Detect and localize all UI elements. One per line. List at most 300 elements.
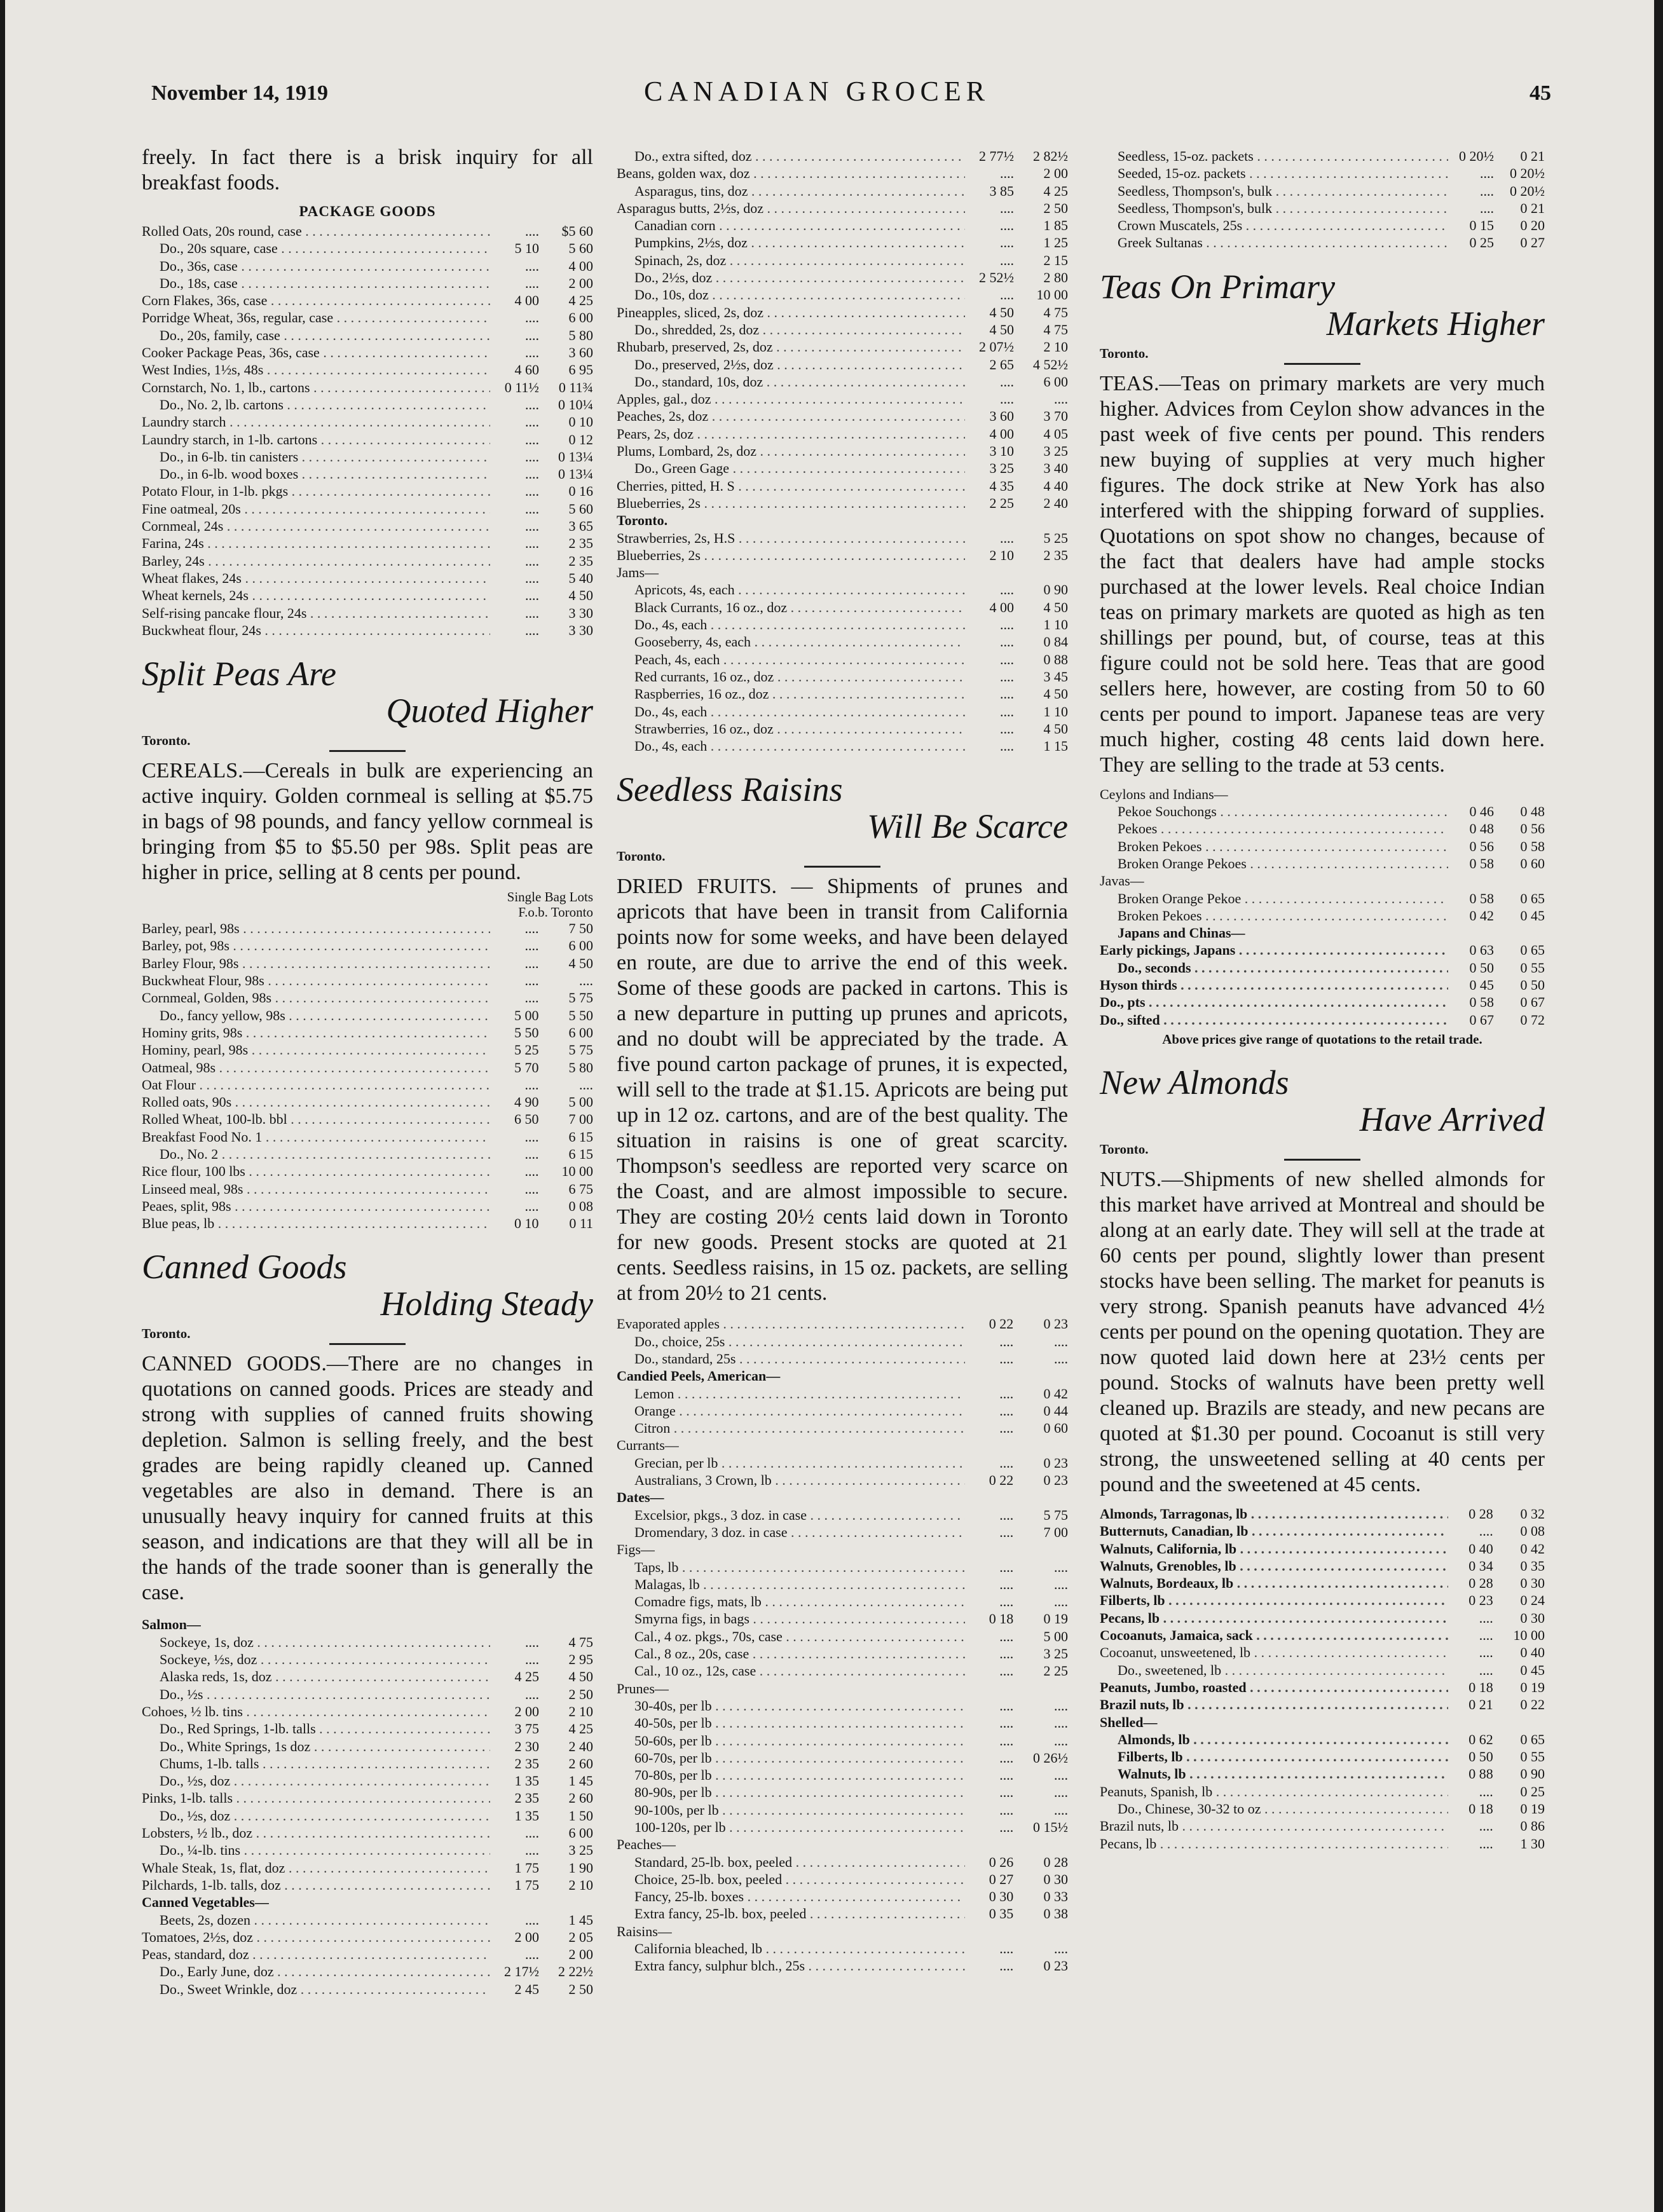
item-name: Salmon— [142,1616,201,1633]
price-low: 0 18 [1468,1800,1493,1817]
item-name: Peaches, 2s, doz . . . [617,407,965,425]
item-name: Strawberries, 2s, H.S . . . [617,529,965,547]
price-low: 3 10 [989,443,1014,460]
price-low: .... [524,535,539,552]
item-name: Brazil nuts, lb . . . [1100,1817,1448,1834]
item-name: Early pickings, Japans . . . [1100,941,1448,959]
item-name: Currants— [617,1437,679,1454]
price-high: 0 20½ [1510,165,1545,182]
table-row [142,1946,593,1963]
price-low: .... [525,1825,539,1841]
headline-line-2: Have Arrived [1359,1100,1545,1138]
table-row [1100,1609,1545,1627]
table-row [617,1680,1068,1697]
price-high: 7 00 [568,1111,593,1128]
item-name: Citron . . . [617,1419,965,1437]
price-high: 1 15 [1043,738,1068,754]
item-name: Cal., 4 oz. pkgs., 70s, case . . . [617,1628,965,1645]
article-body: TEAS.—Teas on primary markets are very much higher. Advices from Ceylon show advances in the past week of five cents per pound. This renders new buying of supplies at very much higher figures. The dock strike at New York has also interfered with the shipping forward of supplies. Quotations on spot show no changes, because of the fact that dealers have had ample stocks purchased at the lower levels. Real choice Indian teas on primary markets are quoted as high as ten shillings per pound, but, of course, teas at this figure could not be sold here. Teas that are good sellers here, however, are costing from 50 to 60 cents per pound to import. Japanese teas are very much higher, costing 48 cents laid down here. They are selling to the trade at 53 cents. [1100,371,1545,777]
item-name: Malagas, lb . . . [617,1576,965,1593]
price-high: 0 88 [1043,651,1068,667]
price-low: .... [1000,703,1014,720]
price-low: 0 50 [1468,1749,1493,1765]
headline-almonds [1100,1064,1545,1138]
item-name: Australians, 3 Crown, lb . . . [617,1471,965,1489]
table-row [617,1471,1068,1489]
price-low: .... [524,1163,539,1180]
item-name: Filberts, lb . . . [1100,1592,1448,1609]
item-name: Javas— [1100,873,1144,889]
price-high: .... [1054,1333,1068,1349]
price-low: .... [524,448,539,465]
price-low: .... [999,1385,1014,1402]
price-low: .... [999,1402,1014,1419]
table-row [617,147,1068,165]
price-low: .... [999,1941,1014,1957]
item-name: Do., 4s, each . . . [617,616,965,633]
table-row [142,552,593,570]
item-name: Broken Orange Pekoe . . . [1100,890,1448,907]
price-low: 1 35 [514,1773,539,1789]
table-row [142,1163,593,1180]
price-high [1499,924,1545,941]
item-name: California bleached, lb . . . [617,1940,965,1957]
table-row [142,1876,593,1894]
price-high: 6 00 [1043,373,1068,390]
headline-seedless-raisins [617,771,1068,845]
table-row [617,1628,1068,1645]
price-high [1018,1923,1068,1940]
table-row [142,1772,593,1789]
item-name: Black Currants, 16 oz., doz . . . [617,599,965,616]
item-name: Peas, standard, doz . . . [142,1946,490,1963]
table-row [142,622,593,639]
price-low: .... [1000,668,1014,685]
item-name: Lobsters, ½ lb., doz . . . [142,1824,490,1841]
price-low [965,564,1019,581]
item-name: Do., 4s, each . . . [617,737,965,754]
price-high: 3 65 [568,518,593,535]
table-row [142,275,593,292]
headline-line-1: Canned Goods [142,1248,347,1287]
price-high: 0 20½ [1510,182,1545,199]
price-low: .... [999,1594,1014,1610]
price-low: 3 85 [989,182,1014,199]
item-name: Barley, 24s . . . [142,552,490,570]
table-row [142,920,593,937]
dateline: Toronto. [142,1326,191,1342]
price-high: 6 15 [568,1128,593,1145]
article-body: DRIED FRUITS. — Shipments of prunes and apricots that have been in transit from California points now for some weeks, and have been delayed en route, are due to arrive the end of this week. Some of these goods are packed in cartons. This is a new departure in putting up prunes and apricots, and no doubt will be appreciated by the trade. A five pound carton package of prunes, it is expected, will sell to the trade at $1.15. Apricots are being put up in 12 oz. cartons, and are of the best quality. The situation in raisins is one of great scarcity. Thompson's seedless are reported very scarce on the Coast, and are almost impossible to secure. They are costing 20½ cents laid down in Toronto for new goods. Present stocks are quoted at 21 cents. Seedless raisins, in 15 oz. packets, are selling at from 20½ to 21 cents. [617,875,1068,1306]
item-name: Fine oatmeal, 20s . . . [142,500,490,517]
price-high: 2 10 [1043,339,1068,355]
price-low: 3 25 [989,460,1014,477]
package-goods-title: PACKAGE GOODS [299,203,436,219]
item-name: 50-60s, per lb . . . [617,1732,965,1749]
headline-line-2: Holding Steady [380,1285,593,1323]
item-name: Do., Early June, doz . . . [142,1963,490,1980]
price-low: 0 30 [989,1888,1014,1905]
item-name: Do., Chinese, 30-32 to oz . . . [1100,1800,1448,1817]
price-low: 0 10 [514,1215,539,1232]
table-row [617,1836,1068,1853]
price-high: 2 00 [568,1946,593,1963]
price-low: 0 26 [989,1854,1014,1870]
item-name: Seeded, 15-oz. packets . . . [1100,165,1448,182]
price-low: .... [524,604,539,621]
item-name: Cherries, pitted, H. S . . . [617,477,965,495]
table-row [1100,803,1545,820]
price-high: 5 75 [568,1042,593,1058]
table-row [142,1180,593,1198]
price-high [1018,1489,1068,1506]
item-name: Rice flour, 100 lbs . . . [142,1163,490,1180]
item-name: Canned Vegetables— [142,1894,269,1911]
price-low: .... [1000,373,1014,390]
item-name: Barley, pot, 98s . . . [142,937,490,954]
item-name: Do., shredded, 2s, doz . . . [617,321,965,338]
item-name: Candied Peels, American— [617,1368,781,1384]
table-row [617,338,1068,355]
price-low: 0 63 [1469,942,1494,959]
price-low [965,1489,1018,1506]
item-name: Red currants, 16 oz., doz . . . [617,668,965,685]
price-high: 0 33 [1043,1888,1068,1905]
table-row [1100,1662,1545,1679]
table-row [142,1059,593,1076]
price-low: .... [524,955,539,971]
table-row [617,304,1068,321]
price-high: .... [1054,1559,1068,1575]
price-high: 0 40 [1520,1644,1545,1661]
item-name: 80-90s, per lb . . . [617,1784,965,1801]
item-name: Barley, pearl, 98s . . . [142,920,490,937]
price-low: .... [999,1420,1014,1437]
table-row [617,564,1068,581]
price-high: 0 32 [1520,1505,1545,1522]
table-row [1100,1644,1545,1661]
price-low: 0 27 [989,1871,1014,1887]
price-low: .... [525,1946,539,1963]
table-row [617,425,1068,442]
price-high: 5 60 [568,500,593,517]
price-high: 3 25 [1043,443,1068,460]
table-row [142,448,593,465]
table-row [142,1807,593,1824]
page-number: 45 [1530,81,1551,105]
price-low: 2 00 [514,1929,539,1945]
price-high: .... [1054,1697,1068,1714]
table-row [1100,1748,1545,1765]
price-low: .... [524,1180,539,1197]
price-high: 4 75 [1043,321,1068,338]
table-row [1100,1679,1545,1696]
price-high: 0 30 [1043,1871,1068,1887]
price-low: .... [999,1715,1014,1731]
price-low: 0 18 [1468,1679,1493,1695]
divider [329,1343,406,1345]
price-high: 2 35 [1043,547,1068,563]
item-name: Crown Muscatels, 25s . . . [1100,217,1448,234]
item-name: Figs— [617,1541,655,1558]
price-high: 6 15 [568,1145,593,1162]
table-row [142,222,593,240]
price-low: 3 75 [514,1721,539,1737]
table-row [142,1145,593,1163]
item-name: Asparagus, tins, doz . . . [617,182,965,200]
price-high: 0 45 [1520,907,1545,924]
price-high: 6 95 [568,362,593,378]
table-row [617,1385,1068,1402]
table-row [617,1784,1068,1801]
table-row [617,182,1068,200]
table-row [142,465,593,482]
item-name: Peaches— [617,1836,676,1853]
price-high: 0 48 [1520,803,1545,820]
price-low: .... [999,1333,1014,1349]
table-row [617,1506,1068,1524]
item-name: Do., Sweet Wrinkle, doz . . . [142,1981,490,1998]
price-low [965,512,1019,529]
price-high: 0 12 [568,431,593,447]
price-high: 0 55 [1520,1749,1545,1765]
price-high: 4 50 [568,1669,593,1685]
price-low [965,1437,1018,1454]
item-name: Do., 4s, each . . . [617,703,965,720]
price-low: .... [524,275,539,291]
price-low [965,1680,1018,1697]
price-low: .... [999,1646,1014,1662]
table-row [617,1697,1068,1714]
table-row [1100,1835,1545,1852]
item-name: Beans, golden wax, doz . . . [617,165,965,182]
table-row [142,413,593,430]
table-row [617,442,1068,460]
item-name: Do., Green Gage . . . [617,460,965,477]
item-name: Cooker Package Peas, 36s, case . . . [142,344,490,361]
item-name: Pumpkins, 2½s, doz . . . [617,234,965,251]
item-name: Tomatoes, 2½s, doz . . . [142,1929,490,1946]
price-high: .... [579,1076,593,1093]
price-low: 0 11½ [504,379,539,395]
price-low: .... [524,310,539,326]
price-low: .... [999,1801,1014,1818]
table-row [617,1454,1068,1471]
item-name: Butternuts, Canadian, lb . . . [1100,1522,1448,1540]
item-name: Asparagus butts, 2½s, doz . . . [617,200,965,217]
table-row [1100,1522,1545,1540]
item-name: Filberts, lb . . . [1100,1748,1448,1765]
table-row [1100,1592,1545,1609]
price-high: 0 55 [1520,959,1545,976]
price-high [1019,512,1068,529]
dateline: Toronto. [617,849,666,864]
item-name: Do., ½s . . . [142,1686,490,1703]
table-row [1100,959,1545,976]
item-name: Do., in 6-lb. tin canisters . . . [142,448,490,465]
price-high: 1 30 [1520,1835,1545,1852]
item-name: Alaska reds, 1s, doz . . . [142,1668,490,1685]
item-name: Do., 20s, family, case . . . [142,327,490,344]
price-high [1498,1714,1545,1731]
price-high: 2 10 [568,1703,593,1719]
price-high [1499,786,1545,803]
price-low: .... [524,1128,539,1145]
table-row [142,1720,593,1737]
table-row [142,1215,593,1232]
price-high: 5 25 [1043,529,1068,546]
price-high [1018,1680,1068,1697]
item-name: Jams— [617,564,659,581]
price-low: .... [1000,287,1014,303]
table-row [142,361,593,378]
price-high: 3 30 [568,604,593,621]
table-row [617,1610,1068,1627]
item-name: Hyson thirds . . . [1100,976,1448,993]
price-low: .... [1479,1609,1493,1626]
table-row [142,240,593,257]
price-low: 0 34 [1468,1557,1493,1574]
table-row [1100,786,1545,803]
price-low: .... [524,622,539,638]
table-row [617,286,1068,303]
item-name: Self-rising pancake flour, 24s . . . [142,604,490,622]
table-row [617,581,1068,598]
price-high: 0 65 [1520,890,1545,906]
price-high: 10 00 [561,1163,593,1180]
price-high: 5 80 [568,1059,593,1075]
intro-paragraph: freely. In fact there is a brisk inquiry for all breakfast foods. [142,146,593,195]
price-low: 4 00 [989,425,1014,442]
price-low: .... [999,1767,1014,1784]
price-low: 2 52½ [979,270,1014,286]
article-body: CEREALS.—Cereals in bulk are experiencing an active inquiry. Golden cornmeal is selling at $5.75 in bags of 98 pounds, and fancy yellow cornmeal is bringing from $5 to $5.50 per 98s. Split peas are higher in price, selling at 8 cents per pound. [142,759,593,885]
price-high: 0 23 [1043,1472,1068,1489]
price-low: .... [1000,582,1014,598]
price-low: .... [525,1651,539,1668]
item-name: Oat Flour . . . [142,1076,490,1093]
price-low: 4 00 [989,599,1014,615]
price-low [1448,786,1499,803]
table-row [1100,907,1545,924]
item-name: Breakfast Food No. 1 . . . [142,1128,490,1145]
item-name: Laundry starch, in 1-lb. cartons . . . [142,431,490,448]
price-high: 0 21 [1520,148,1545,164]
item-name: Peanuts, Spanish, lb . . . [1100,1783,1448,1800]
price-table [1100,147,1545,252]
table-row [1100,820,1545,837]
price-high: 6 00 [568,310,593,326]
price-high: 5 80 [568,327,593,343]
price-low: .... [1000,720,1014,737]
item-name: Pilchards, 1-lb. talls, doz . . . [142,1876,490,1894]
price-high: 3 60 [568,345,593,361]
price-high: 3 70 [1043,408,1068,425]
item-name: Walnuts, lb . . . [1100,1765,1448,1782]
item-name: Orange . . . [617,1402,965,1419]
table-row [1100,1540,1545,1557]
price-high: 0 44 [1043,1402,1068,1419]
price-low: 4 50 [989,321,1014,338]
item-name: Barley Flour, 98s . . . [142,955,490,972]
column-3 [1100,147,1545,1852]
item-name: Cal., 8 oz., 20s, case . . . [617,1645,965,1662]
price-high [1018,1437,1068,1454]
price-low: 0 62 [1468,1731,1493,1747]
item-name: Wheat kernels, 24s . . . [142,587,490,604]
price-high: 0 13¼ [558,448,593,465]
table-row [617,1367,1068,1384]
price-high: 1 10 [1043,703,1068,720]
item-name: Comadre figs, mats, lb . . . [617,1593,965,1610]
item-name: Peanuts, Jumbo, roasted . . . [1100,1679,1448,1696]
table-row [142,1024,593,1041]
table-row [142,1755,593,1772]
price-low: 0 58 [1469,855,1494,871]
table-row [1100,1627,1545,1644]
price-low: .... [525,1911,539,1928]
table-row [142,972,593,989]
price-high: .... [1054,391,1068,407]
price-high: 0 10 [568,414,593,430]
table-row [142,257,593,275]
price-low: 0 21 [1468,1697,1493,1713]
price-high: 6 00 [568,1825,593,1841]
price-high: 0 65 [1520,942,1545,959]
price-high [1018,1836,1068,1853]
price-low: .... [1479,1783,1493,1799]
price-low: 0 28 [1468,1575,1493,1592]
item-name: Excelsior, pkgs., 3 doz. in case . . . [617,1506,965,1524]
item-name: Extra fancy, 25-lb. box, peeled . . . [617,1905,965,1922]
price-high: 10 00 [1036,287,1068,303]
item-name: Do., sweetened, lb . . . [1100,1662,1448,1679]
price-table [142,222,593,639]
table-row [142,396,593,413]
table-row [1100,1557,1545,1574]
item-name: Do., Red Springs, 1-lb. talls . . . [142,1720,490,1737]
price-high: .... [1054,1941,1068,1957]
item-name: Cornmeal, 24s . . . [142,517,490,535]
price-low: .... [999,1350,1014,1367]
price-low: 4 00 [514,292,539,309]
price-low: .... [1000,165,1014,182]
price-low: .... [999,1524,1014,1540]
price-high: 5 00 [568,1094,593,1110]
table-row [142,1110,593,1128]
item-name: Blueberries, 2s . . . [617,547,965,564]
price-table [1100,1505,1545,1852]
table-row [617,1419,1068,1437]
table-row [617,668,1068,685]
price-high: 1 10 [1043,617,1068,633]
publication-title: CANADIAN GROCER [644,76,990,107]
price-high: 6 00 [568,938,593,954]
item-name: Evaporated apples . . . [617,1315,965,1332]
price-high: 2 40 [568,1738,593,1754]
price-low: .... [1479,1644,1493,1661]
table-row [1100,147,1545,165]
price-low: .... [1000,529,1014,546]
table-row [1100,1505,1545,1522]
price-low: .... [999,1697,1014,1714]
headline-line-2: Will Be Scarce [867,807,1068,846]
price-high: 5 40 [568,570,593,586]
price-low: .... [1480,182,1494,199]
price-low: 4 90 [514,1094,539,1110]
table-row [142,1634,593,1651]
price-high [1499,872,1545,889]
